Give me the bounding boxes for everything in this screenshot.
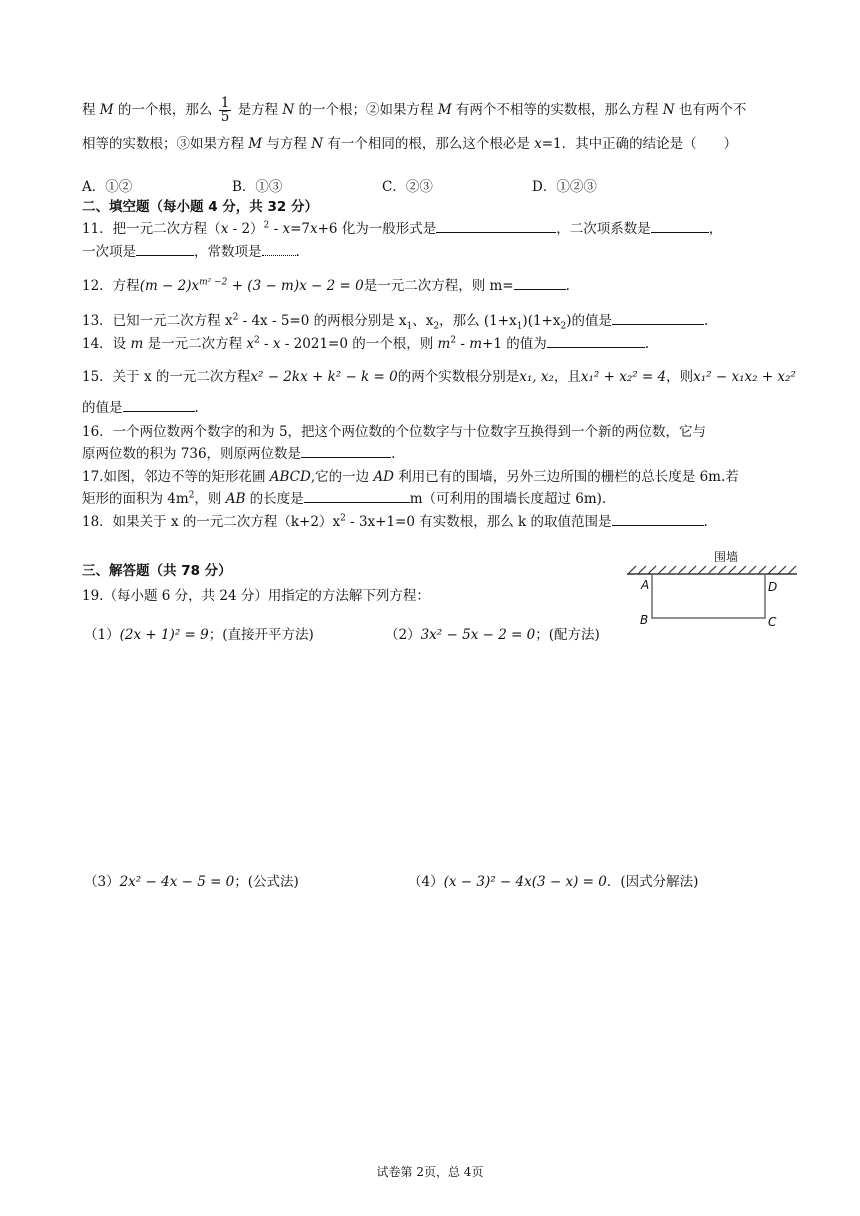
q18-line: 18．如果关于 x 的一元二次方程$(k+2)x^2 - 3x+1=0$ 有实数根，那么 k 的取值范围是 . — [82, 513, 708, 530]
answer-blank[interactable] — [612, 513, 704, 526]
q19-intro: 19.（每小题 6 分，共 24 分）用指定的方法解下列方程： — [82, 588, 430, 604]
vertex-a-label: A — [641, 578, 650, 592]
option-b: B．①③ — [232, 179, 283, 195]
q13-line: 13．已知一元二次方程 $x^2 - 4x - 5=0$ 的两根分别是 $x_1$、$x_2$，那么 $(1+x_1)(1+x_2)$的值是 . — [82, 312, 709, 332]
q19-part3: （3）2x² − 4x − 5 = 0；(公式法) — [84, 874, 299, 890]
q11-line1: 11．把一元二次方程（x - 2）$^2$ - x=7x+6 化为一般形式是 ，二次项系数是 ， — [82, 220, 723, 237]
q15-line1: 15．关于 x 的一元二次方程x² − 2kx + k² − k = 0的两个实数根分别是x₁, x₂，且x₁² + x₂² = 4，则x₁² − x₁x₂ + x₂² — [82, 369, 796, 385]
q10-line1: 程 M 的一个根，那么 $\frac{1}{5}$ 是方程 N 的一个根；②如果方程 M 有两个不相等的实数根，那么方程 N 也有两个不 — [82, 95, 747, 125]
answer-blank[interactable] — [651, 220, 709, 233]
q19-part1: （1）(2x + 1)² = 9；(直接开平方法) — [84, 627, 314, 643]
answer-blank[interactable] — [136, 243, 194, 256]
q19-part2: （2）3x² − 5x − 2 = 0；(配方法) — [385, 627, 600, 643]
q14-line: 14．设 m 是一元二次方程 $x^2 - x - 2021=0$ 的一个根，则 $m^2 - m+1$ 的值为 . — [82, 335, 650, 352]
vertex-d-label: D — [768, 580, 778, 594]
option-a: A．①② — [82, 179, 133, 195]
q12-line: 12．方程$(m - 2)x^{m^2 -2} + (3 - m)x - 2 = 0$是一元二次方程，则 m= . — [82, 277, 570, 294]
page-footer: 试卷第 2页，总 4页 — [376, 1165, 484, 1179]
option-d: D．①②③ — [532, 179, 597, 195]
rectangle-abcd — [652, 574, 765, 618]
answer-blank[interactable] — [123, 399, 195, 412]
answer-blank[interactable] — [436, 220, 556, 233]
rectangle-garden-figure — [622, 544, 802, 634]
option-c: C．②③ — [382, 179, 433, 195]
section-fill-blank-heading: 二、填空题（每小题 4 分，共 32 分） — [82, 199, 318, 215]
answer-blank[interactable] — [547, 335, 645, 348]
answer-blank[interactable] — [304, 490, 410, 503]
q10-line2: 相等的实数根；③如果方程 M 与方程 N 有一个相同的根，那么这个根必是 x=1．其中正确的结论是（ ） — [82, 136, 738, 152]
q15-line2: 的值是 . — [82, 400, 199, 416]
q16-line1: 16．一个两位数两个数字的和为 5，把这个两位数的个位数字与十位数字互换得到一个新的两位数，它与 — [82, 424, 707, 440]
answer-blank[interactable] — [612, 312, 704, 325]
vertex-c-label: C — [768, 615, 777, 629]
vertex-b-label: B — [640, 613, 649, 627]
q17-line1: 17.如图，邻边不等的矩形花圃 ABCD,它的一边 AD 利用已有的围墙，另外三边所围的栅栏的总长度是 6m.若 — [82, 469, 739, 485]
section-solve-heading: 三、解答题（共 78 分） — [82, 563, 232, 579]
answer-blank[interactable] — [514, 277, 566, 290]
q11-line2: 一次项是 ，常数项是 . — [82, 244, 300, 260]
answer-blank[interactable] — [301, 445, 391, 458]
q12-equation: (m − 2)x — [139, 278, 200, 294]
wall-hatching — [628, 566, 796, 574]
q16-line2: 原两位数的积为 736，则原两位数是 . — [82, 446, 396, 462]
q17-line2: 矩形的面积为 $4m^2$，则 AB 的长度是 m（可利用的围墙长度超过 6m). — [82, 490, 607, 507]
q19-part4: （4）(x − 3)² − 4x(3 − x) = 0．(因式分解法) — [408, 874, 699, 890]
fraction-one-fifth: $\frac{1}{5}$ — [220, 95, 230, 125]
answer-blank[interactable] — [262, 243, 296, 256]
wall-label: 围墙 — [714, 550, 739, 564]
